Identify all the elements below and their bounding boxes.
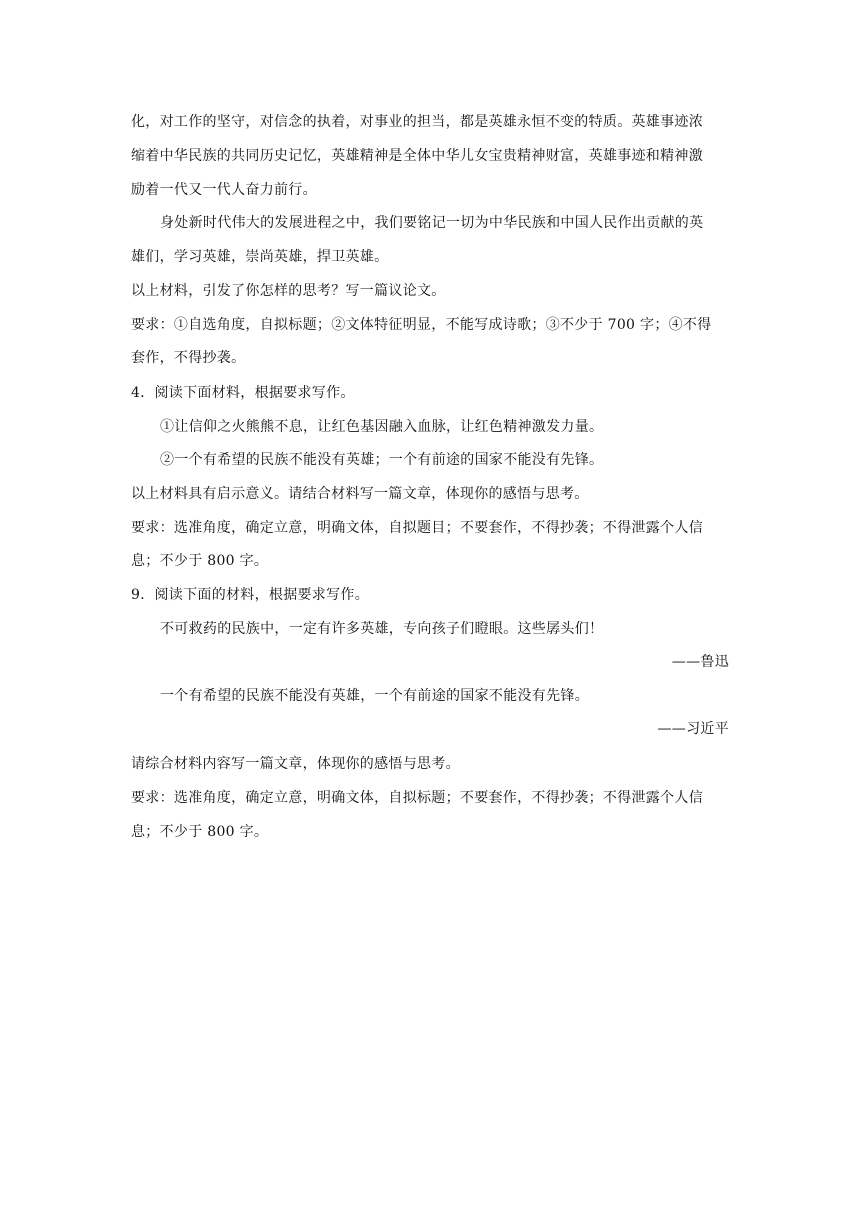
paragraph-line: 雄们，学习英雄，崇尚英雄，捍卫英雄。 xyxy=(131,249,389,265)
requirements-line: 要求：①自选角度，自拟标题；②文体特征明显，不能写成诗歌；③不少于 700 字；④不得 xyxy=(131,317,712,333)
question-heading: 9．阅读下面的材料，根据要求写作。 xyxy=(131,587,370,603)
quote-attribution: ——习近平 xyxy=(657,721,729,737)
quote-line: 一个有希望的民族不能没有英雄，一个有前途的国家不能没有先锋。 xyxy=(160,688,589,704)
paragraph-line: 身处新时代伟大的发展进程之中，我们要铭记一切为中华民族和中国人民作出贡献的英 xyxy=(160,215,704,231)
requirements-line: 息；不少于 800 字。 xyxy=(131,824,269,840)
quote-attribution: ——鲁迅 xyxy=(671,654,729,670)
prompt-line: 以上材料具有启示意义。请结合材料写一篇文章，体现你的感悟与思考。 xyxy=(131,486,589,502)
requirements-line: 套作，不得抄袭。 xyxy=(131,350,246,366)
material-line: ①让信仰之火熊熊不息，让红色基因融入血脉，让红色精神激发力量。 xyxy=(160,419,604,435)
paragraph-line: 缩着中华民族的共同历史记忆，英雄精神是全体中华儿女宝贵精神财富，英雄事迹和精神激 xyxy=(131,148,703,164)
paragraph-line: 励着一代又一代人奋力前行。 xyxy=(131,182,317,198)
prompt-line: 请综合材料内容写一篇文章，体现你的感悟与思考。 xyxy=(131,756,460,772)
requirements-line: 要求：选准角度，确定立意，明确文体，自拟题目；不要套作，不得抄袭；不得泄露个人信 xyxy=(131,520,703,536)
question-heading: 4．阅读下面材料，根据要求写作。 xyxy=(131,385,355,401)
quote-line: 不可救药的民族中，一定有许多英雄，专向孩子们瞪眼。这些孱头们！ xyxy=(160,621,604,637)
requirements-line: 要求：选准角度，确定立意，明确文体，自拟标题；不要套作，不得抄袭；不得泄露个人信 xyxy=(131,790,703,806)
paragraph-line: 化，对工作的坚守，对信念的执着，对事业的担当，都是英雄永恒不变的特质。英雄事迹浓 xyxy=(131,114,703,130)
material-line: ②一个有希望的民族不能没有英雄；一个有前途的国家不能没有先锋。 xyxy=(160,452,604,468)
requirements-line: 息；不少于 800 字。 xyxy=(131,553,269,569)
prompt-line: 以上材料，引发了你怎样的思考？写一篇议论文。 xyxy=(131,283,446,299)
